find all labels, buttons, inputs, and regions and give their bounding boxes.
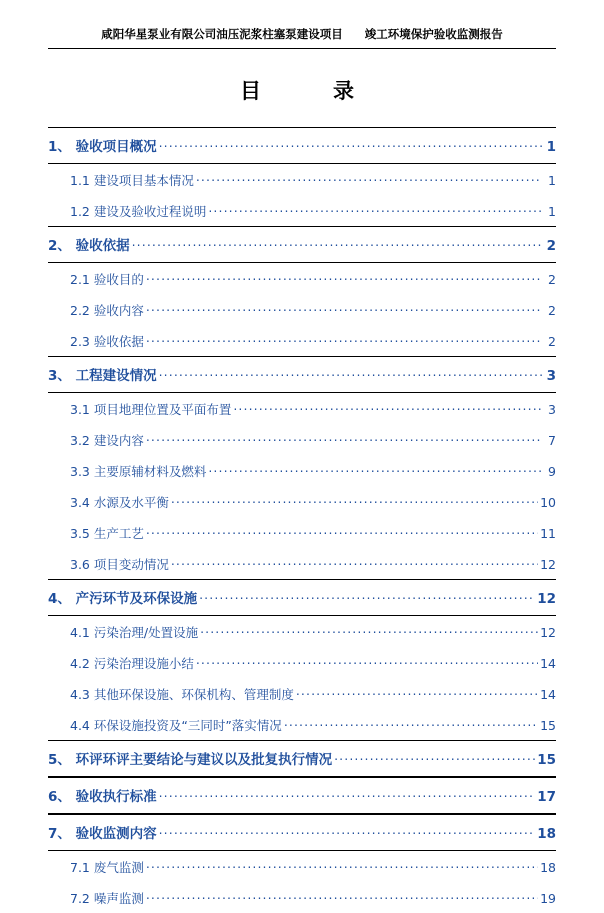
toc-leader-dots — [159, 787, 536, 801]
header-left-text: 咸阳华星泵业有限公司油压泥浆柱塞泵建设项目 — [101, 27, 343, 41]
toc-entry-subsection[interactable] — [48, 517, 556, 548]
toc-leader-dots — [132, 236, 542, 250]
toc-entry-subsection[interactable] — [48, 424, 556, 455]
toc-entry-label: 6、 验收执行标准 — [48, 788, 157, 805]
toc-leader-dots — [146, 333, 542, 346]
toc-entry-subsection[interactable] — [48, 709, 556, 740]
toc-entry-page-number: 14 — [540, 655, 556, 671]
toc-entry-page-number: 2 — [548, 271, 556, 287]
toc-entry-subsection[interactable] — [48, 195, 556, 226]
toc-entry-label: 7、 验收监测内容 — [48, 825, 157, 842]
toc-leader-dots — [284, 717, 538, 730]
toc-entry-label: 3.6 项目变动情况 — [70, 556, 169, 572]
toc-entry-subsection[interactable] — [48, 548, 556, 579]
toc-entry-page-number: 9 — [548, 463, 556, 479]
toc-entry-label: 2.2 验收内容 — [70, 302, 144, 318]
toc-leader-dots — [146, 432, 542, 445]
toc-entry-label: 4.2 污染治理设施小结 — [70, 655, 194, 671]
toc-leader-dots — [146, 859, 538, 872]
toc-leader-dots — [146, 302, 542, 315]
page-header — [48, 26, 556, 49]
toc-entry-page-number: 12 — [537, 590, 556, 607]
toc-leader-dots — [159, 824, 536, 838]
toc-leader-dots — [334, 750, 535, 764]
toc-entry-subsection[interactable] — [48, 647, 556, 678]
toc-leader-dots — [208, 463, 542, 476]
toc-leader-dots — [146, 271, 542, 284]
toc-entry-section[interactable] — [48, 778, 556, 813]
toc-entry-page-number: 18 — [540, 859, 556, 875]
toc-entry-label: 3、 工程建设情况 — [48, 367, 157, 384]
toc-entry-section[interactable] — [48, 815, 556, 850]
table-of-contents — [48, 127, 556, 913]
toc-entry-label: 1.2 建设及验收过程说明 — [70, 203, 207, 219]
toc-leader-dots — [296, 686, 538, 699]
toc-leader-dots — [159, 137, 542, 151]
toc-entry-label: 1、 验收项目概况 — [48, 138, 157, 155]
toc-entry-subsection[interactable] — [48, 851, 556, 882]
toc-entry-section[interactable] — [48, 357, 556, 392]
toc-entry-section[interactable] — [48, 128, 556, 163]
toc-entry-page-number: 12 — [540, 556, 556, 572]
toc-entry-label: 3.3 主要原辅材料及燃料 — [70, 463, 207, 479]
toc-leader-dots — [199, 589, 535, 603]
toc-entry-section[interactable] — [48, 741, 556, 776]
toc-entry-label: 4.3 其他环保设施、环保机构、管理制度 — [70, 686, 294, 702]
toc-leader-dots — [171, 556, 538, 569]
toc-leader-dots — [171, 494, 538, 507]
toc-entry-label: 2、 验收依据 — [48, 237, 130, 254]
toc-entry-page-number: 2 — [546, 237, 556, 254]
toc-entry-label: 7.2 噪声监测 — [70, 890, 144, 906]
toc-entry-label: 3.1 项目地理位置及平面布置 — [70, 401, 232, 417]
toc-entry-subsection[interactable] — [48, 325, 556, 356]
page-title: 目 录 — [240, 79, 364, 103]
toc-entry-page-number: 2 — [548, 302, 556, 318]
toc-entry-page-number: 12 — [540, 624, 556, 640]
toc-entry-subsection[interactable] — [48, 616, 556, 647]
toc-entry-page-number: 1 — [548, 203, 556, 219]
toc-entry-label: 4.4 环保设施投资及“三同时”落实情况 — [70, 717, 282, 733]
toc-entry-page-number: 14 — [540, 686, 556, 702]
toc-entry-page-number: 3 — [548, 401, 556, 417]
toc-entry-page-number: 3 — [546, 367, 556, 384]
toc-leader-dots — [159, 366, 542, 380]
toc-entry-page-number: 15 — [537, 751, 556, 768]
toc-entry-label: 1.1 建设项目基本情况 — [70, 172, 194, 188]
toc-entry-section[interactable] — [48, 227, 556, 262]
toc-entry-subsection[interactable] — [48, 486, 556, 517]
header-right-text: 竣工环境保护验收监测报告 — [364, 27, 503, 41]
toc-leader-dots — [200, 624, 538, 637]
toc-leader-dots — [233, 401, 542, 414]
toc-entry-label: 2.3 验收依据 — [70, 333, 144, 349]
toc-entry-label: 3.4 水源及水平衡 — [70, 494, 169, 510]
toc-leader-dots — [196, 655, 538, 668]
toc-entry-page-number: 1 — [546, 138, 556, 155]
toc-entry-page-number: 19 — [540, 890, 556, 906]
toc-leader-dots — [146, 525, 538, 538]
toc-entry-label: 4.1 污染治理/处置设施 — [70, 624, 199, 640]
toc-entry-label: 4、 产污环节及环保设施 — [48, 590, 198, 607]
toc-entry-page-number: 15 — [540, 717, 556, 733]
toc-entry-page-number: 11 — [540, 525, 556, 541]
toc-entry-section[interactable] — [48, 580, 556, 615]
toc-leader-dots — [146, 890, 538, 903]
toc-entry-label: 5、 环评环评主要结论与建议以及批复执行情况 — [48, 751, 333, 768]
toc-entry-label: 3.5 生产工艺 — [70, 525, 144, 541]
toc-entry-page-number: 18 — [537, 825, 556, 842]
toc-entry-page-number: 2 — [548, 333, 556, 349]
toc-entry-subsection[interactable] — [48, 455, 556, 486]
toc-entry-page-number: 1 — [548, 172, 556, 188]
toc-entry-subsection[interactable] — [48, 294, 556, 325]
toc-entry-subsection[interactable] — [48, 882, 556, 913]
toc-entry-subsection[interactable] — [48, 393, 556, 424]
toc-entry-label: 2.1 验收目的 — [70, 271, 144, 287]
toc-entry-subsection[interactable] — [48, 164, 556, 195]
toc-entry-label: 7.1 废气监测 — [70, 859, 144, 875]
toc-entry-subsection[interactable] — [48, 678, 556, 709]
toc-leader-dots — [208, 203, 542, 216]
toc-entry-page-number: 7 — [548, 432, 556, 448]
toc-leader-dots — [196, 172, 542, 185]
toc-entry-subsection[interactable] — [48, 263, 556, 294]
toc-entry-page-number: 10 — [540, 494, 556, 510]
toc-entry-label: 3.2 建设内容 — [70, 432, 144, 448]
toc-entry-page-number: 17 — [537, 788, 556, 805]
